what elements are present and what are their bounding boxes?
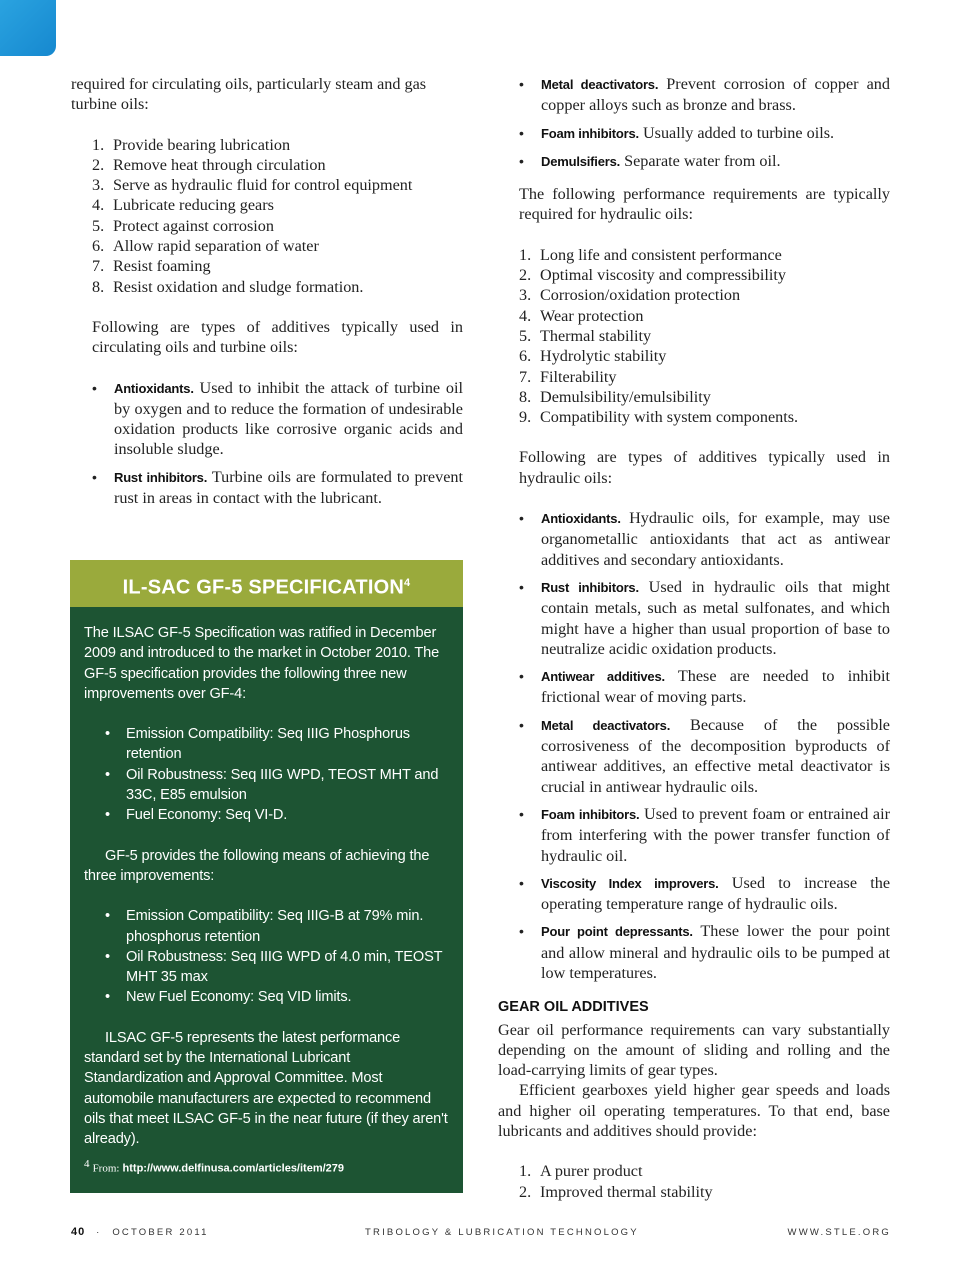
list-item: 6. Hydrolytic stability	[519, 347, 667, 366]
footer-separator: ·	[96, 1227, 102, 1238]
list-item: 1. Long life and consistent performance	[519, 245, 782, 264]
list-item: 7. Resist foaming	[92, 257, 211, 276]
list-item: • Metal deactivators. Because of the possible corrosiveness of the decomposition byproducts of antiwear additives, an effective metal deactivator is crucial in antiwear hydraulic oils.	[519, 715, 890, 797]
list-item: • Foam inhibitors. Usually added to turbine oils.	[519, 123, 890, 144]
list-item: 4. Lubricate reducing gears	[92, 196, 274, 215]
list-item: • Rust inhibitors. Used in hydraulic oils that might contain metals, such as metal sulfonates, and which might have a higher than usual proportion of base to neutralize acidic oxidation products.	[519, 577, 890, 659]
list-item: • Fuel Economy: Seq VI-D.	[126, 805, 449, 825]
gear-oil-paragraph-1: Gear oil performance requirements can vary substantially depending on the amount of sliding and rolling and the load-carrying limits of gear types.	[498, 1020, 890, 1080]
issue-date: OCTOBER 2011	[112, 1227, 209, 1238]
list-item: 8. Demulsibility/emulsibility	[519, 387, 711, 406]
circulating-additives-list	[92, 378, 463, 509]
website-link[interactable]: WWW.STLE.ORG	[787, 1227, 891, 1238]
list-item: 2. Improved thermal stability	[519, 1182, 713, 1201]
hydraulic-additives-list	[519, 508, 890, 983]
list-item: • Oil Robustness: Seq IIIG WPD, TEOST MHT and 33C, E85 emulsion	[126, 765, 449, 806]
list-item: 6. Allow rapid separation of water	[92, 237, 319, 256]
list-item: 2. Optimal viscosity and compressibility	[519, 266, 786, 285]
list-item: 8. Resist oxidation and sludge formation.	[92, 277, 364, 296]
hydraulic-requirements-intro: The following performance requirements are typically required for hydraulic oils:	[519, 185, 890, 224]
circulating-additives-continued	[519, 74, 890, 172]
list-item: • Antioxidants. Hydraulic oils, for example, may use organometallic antioxidants that act as antiwear additives and secondary antioxidants.	[519, 508, 890, 570]
list-item: 1. A purer product	[519, 1162, 643, 1181]
list-item: • Viscosity Index improvers. Used to increase the operating temperature range of hydraulic oils.	[519, 873, 890, 915]
sidebar-body	[70, 607, 463, 1150]
gear-requirements-list	[519, 1161, 890, 1202]
list-item: 3. Serve as hydraulic fluid for control equipment	[92, 176, 413, 195]
means-intro: GF-5 provides the following means of achieving the three improvements:	[84, 847, 430, 884]
page-footer	[71, 1226, 891, 1242]
page-corner-tab	[0, 0, 56, 56]
list-item: • Oil Robustness: Seq IIIG WPD of 4.0 min, TEOST MHT 35 max	[126, 947, 449, 988]
left-column	[71, 74, 463, 508]
list-item: 7. Filterability	[519, 367, 617, 386]
list-item: 3. Corrosion/oxidation protection	[519, 286, 741, 305]
circulating-requirements-list	[92, 135, 463, 297]
list-item: 5. Protect against corrosion	[92, 216, 274, 235]
list-item: 9. Compatibility with system components.	[519, 408, 799, 427]
ilsac-gf5-sidebar	[70, 560, 463, 1193]
list-item: • Rust inhibitors. Turbine oils are formulated to prevent rust in areas in contact with the lubricant.	[92, 467, 463, 509]
sidebar-intro: The ILSAC GF-5 Specification was ratified in December 2009 and introduced to the market in October 2010. The GF-5 specification provides the following three new improvements over GF-4:	[84, 625, 440, 702]
improvements-list	[84, 724, 449, 825]
circulating-additives-intro: Following are types of additives typically used in circulating oils and turbine oils:	[92, 317, 463, 357]
list-item: • Pour point depressants. These lower the pour point and allow mineral and hydraulic oils to be pumped at low temperatures.	[519, 921, 890, 983]
list-item: 5. Thermal stability	[519, 326, 652, 345]
sidebar-title: IL-SAC GF-5 SPECIFICATION$^4$	[70, 560, 463, 607]
list-item: • New Fuel Economy: Seq VID limits.	[126, 987, 449, 1007]
list-item: 2. Remove heat through circulation	[92, 155, 326, 174]
hydraulic-requirements-list	[519, 245, 890, 428]
list-item: • Antioxidants. Used to inhibit the attack of turbine oil by oxygen and to reduce the formation of undesirable oxidation products like corrosive organic acids and insoluble sludge.	[92, 378, 463, 460]
list-item: • Metal deactivators. Prevent corrosion of copper and copper alloys such as bronze and brass.	[519, 74, 890, 116]
right-column	[498, 74, 890, 1202]
gear-oil-heading: GEAR OIL ADDITIVES	[498, 999, 649, 1016]
footnote-link[interactable]: http://www.delfinusa.com/articles/item/279	[122, 1162, 345, 1175]
sidebar-closing: ILSAC GF-5 represents the latest performance standard set by the International Lubricant Standardization and Approval Committee. Most automobile manufacturers are expected to recommend oils that meet ILSAC GF-5 in the near future (if they aren't already).	[84, 1029, 448, 1148]
list-item: • Foam inhibitors. Used to prevent foam or entrained air from interfering with the power transfer function of hydraulic oil.	[519, 804, 890, 866]
means-list	[84, 906, 449, 1007]
footnote-reference: 4	[403, 577, 411, 589]
list-item: 4. Wear protection	[519, 306, 644, 325]
list-item: • Emission Compatibility: Seq IIIG Phosphorus retention	[126, 724, 449, 765]
publication-name: TRIBOLOGY & LUBRICATION TECHNOLOGY	[365, 1227, 639, 1238]
page-number: 40	[71, 1226, 86, 1238]
footer-left	[71, 1226, 209, 1238]
list-item: • Emission Compatibility: Seq IIIG-B at 79% min. phosphorus retention	[126, 906, 449, 947]
list-item: 1. Provide bearing lubrication	[92, 135, 291, 154]
list-item: • Demulsifiers. Separate water from oil.	[519, 151, 890, 172]
hydraulic-additives-intro: Following are types of additives typically used in hydraulic oils:	[519, 448, 890, 487]
gear-oil-paragraph-2: Efficient gearboxes yield higher gear speeds and loads and higher oil operating temperatures. To that end, base lubricants and additives should provide:	[498, 1081, 890, 1141]
circulating-oils-intro: required for circulating oils, particularly steam and gas turbine oils:	[71, 75, 427, 114]
sidebar-footnote: $^4$ From: http://www.delfinusa.com/articles/item/279	[84, 1158, 345, 1175]
list-item: • Antiwear additives. These are needed to inhibit frictional wear of moving parts.	[519, 666, 890, 708]
